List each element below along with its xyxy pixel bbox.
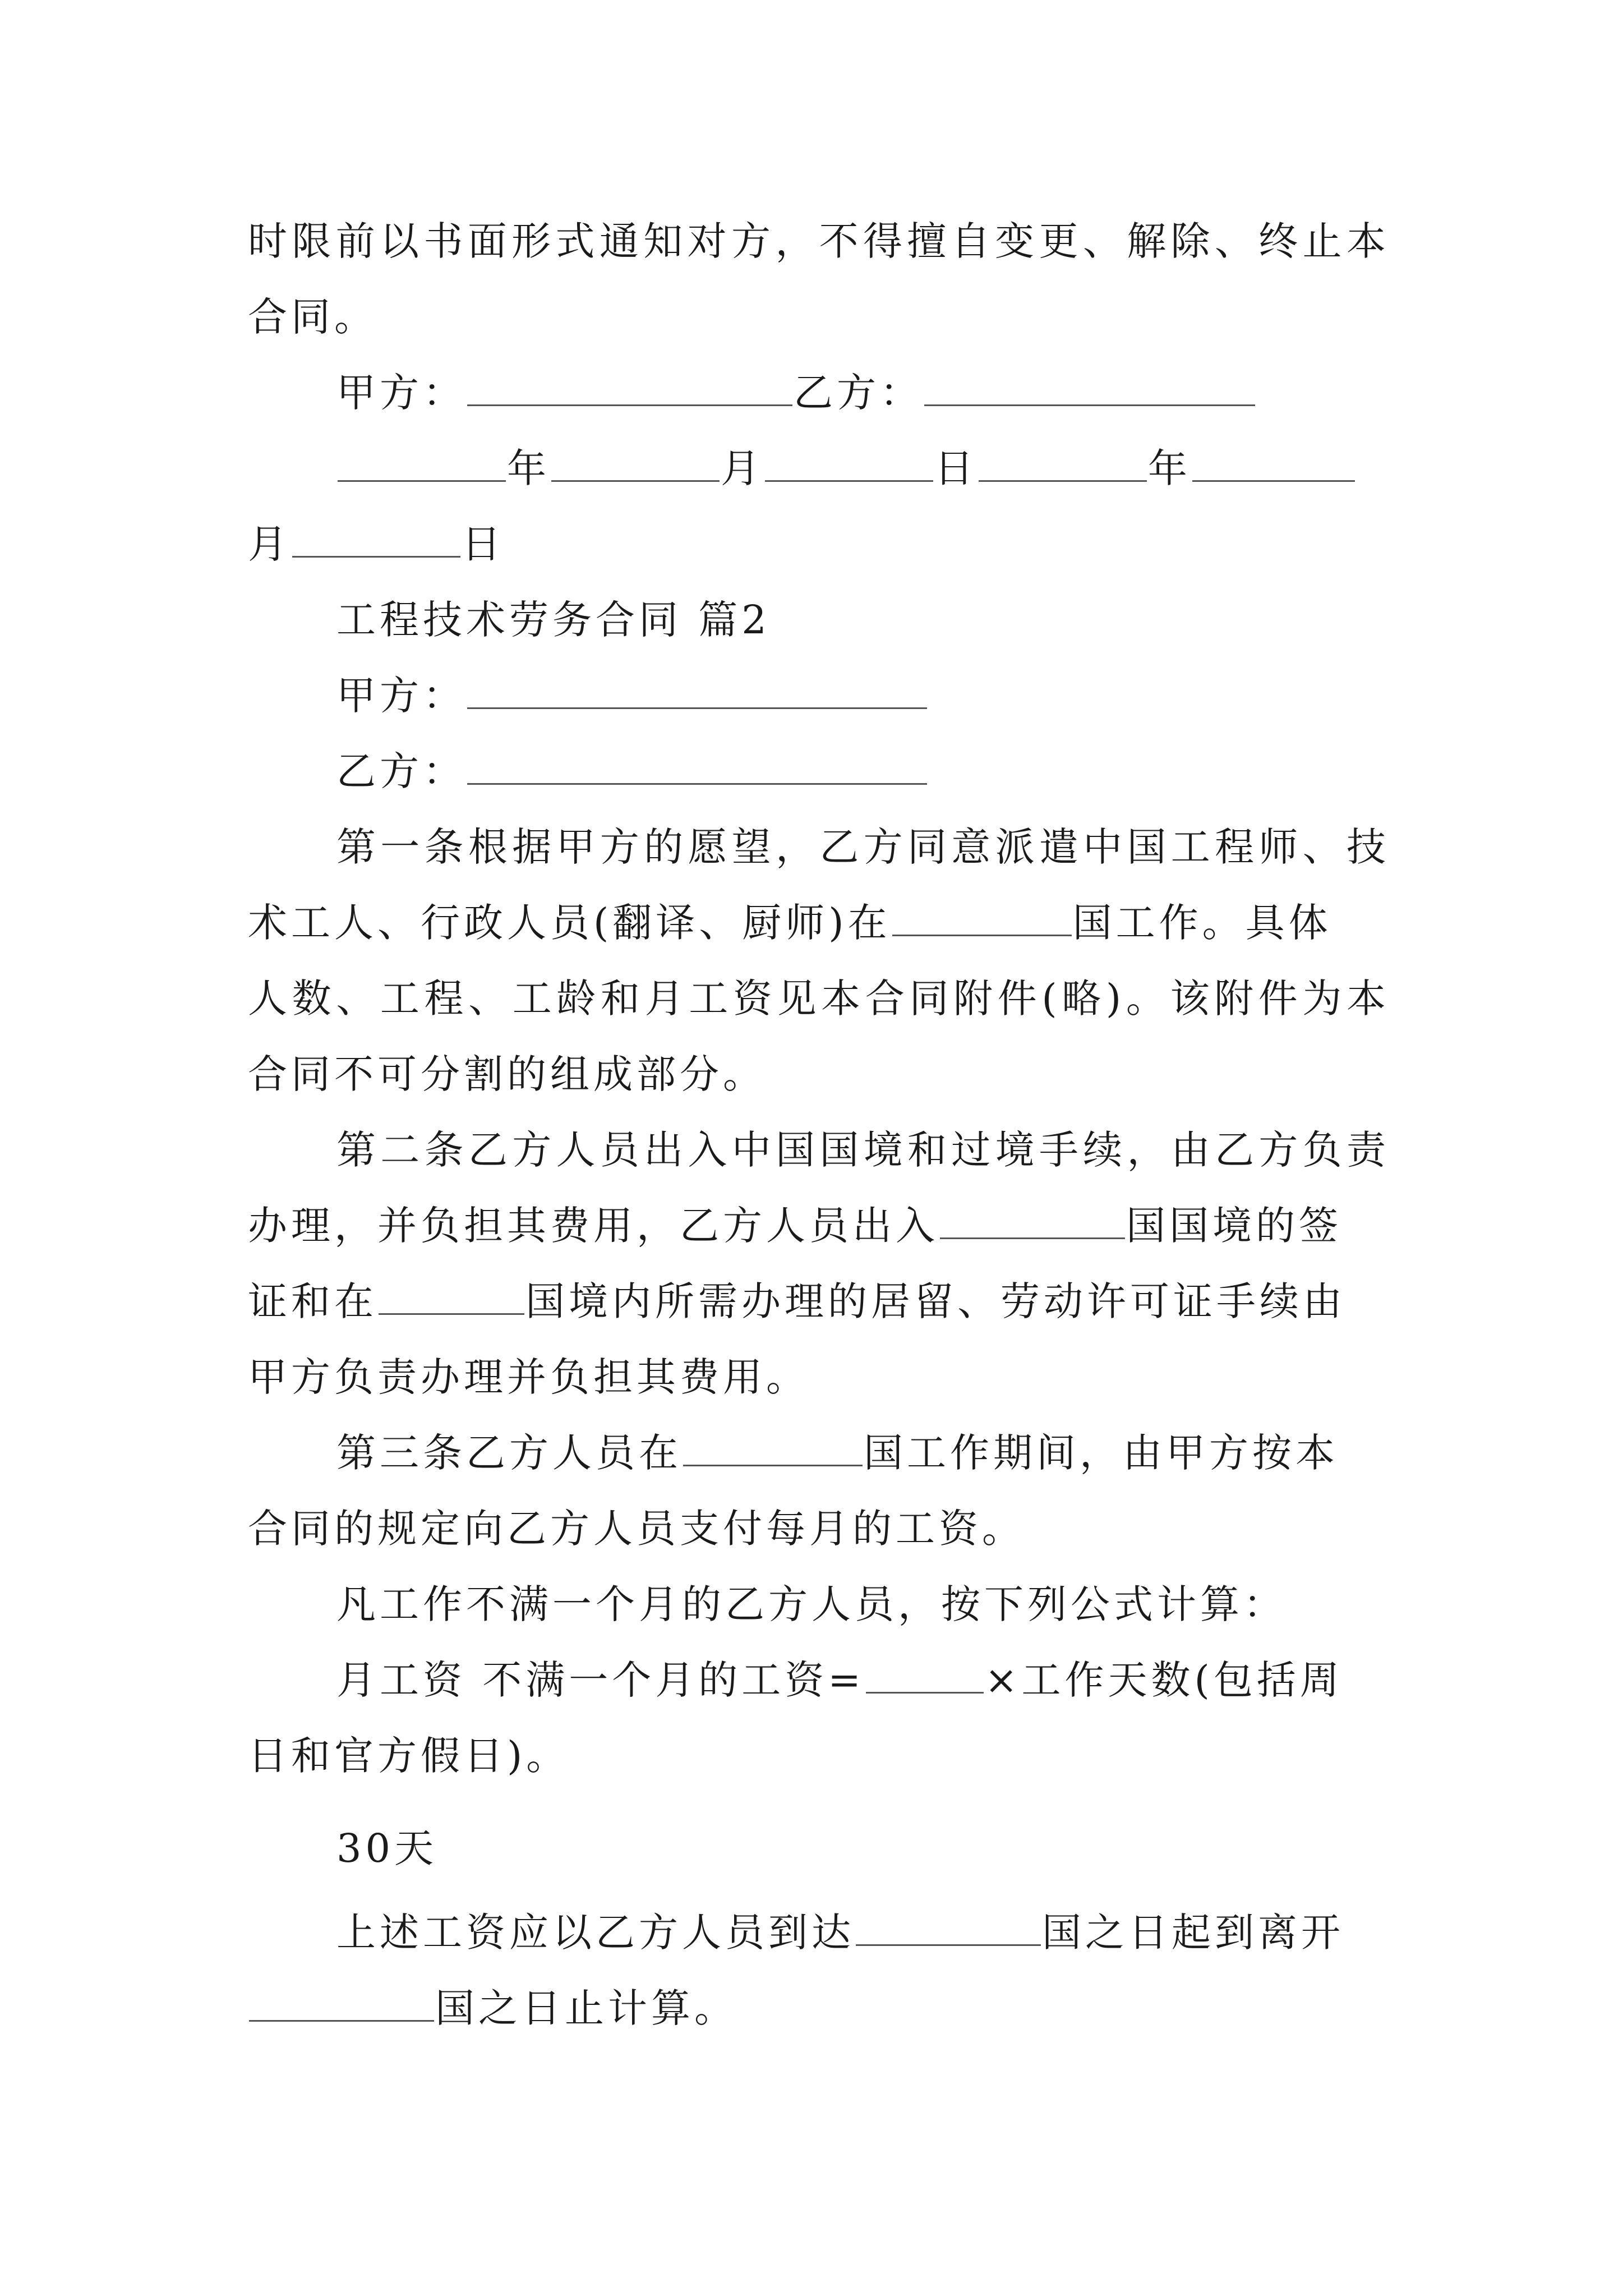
date-line [336,438,1390,499]
text-span: ×工作天数(包括周 [984,1657,1343,1703]
text-span: 办理，并负担其费用，乙方人员出入 [248,1203,939,1249]
section-heading: 工程技术劳务合同 篇2 [336,597,771,643]
text-span: 国之日起到离开 [1042,1910,1344,1955]
text-span: 上述工资应以乙方人员到达 [336,1910,855,1955]
article-1-line: 人数、工程、工龄和月工资见本合同附件(略)。该附件为本 [248,976,1390,1022]
country-blank [940,1205,1125,1239]
calculation-line [336,1902,1390,1963]
date-line [248,513,1390,575]
month-blank [1192,448,1355,482]
party-a-blank [467,675,927,709]
day-label: 日 [934,445,978,491]
party-a-label: 甲方： [336,673,466,719]
day-blank [765,448,933,482]
formula-denominator: 30天 [336,1825,438,1871]
article-3-line [336,1422,1390,1484]
formula-line: 日和官方假日)。 [248,1733,570,1779]
year-blank [979,448,1147,482]
text-span: 国工作期间，由甲方按本 [864,1430,1339,1476]
article-1-line: 合同不可分割的组成部分。 [248,1051,766,1097]
country-blank [683,1432,863,1466]
party-b-line [336,740,1390,802]
day-blank [292,523,460,558]
country-blank [379,1281,524,1315]
month-blank [551,448,720,482]
country-blank [856,1912,1041,1946]
country-blank [249,1987,434,2022]
text-span: 证和在 [248,1278,377,1324]
article-1-line: 第一条根据甲方的愿望，乙方同意派遣中国工程师、技 [336,824,1390,870]
calculation-line [248,1977,1390,2039]
month-label: 月 [248,521,291,567]
text-span: 第三条乙方人员在 [336,1430,682,1476]
text-line: 时限前以书面形式通知对方，不得擅自变更、解除、终止本 [248,218,1390,264]
text-span: 国国境的签 [1126,1203,1342,1249]
party-b-sign-label: 乙方： [794,370,923,416]
text-span: 国之日止计算。 [435,1985,737,2031]
article-2-line: 第二条乙方人员出入中国国境和过境手续，由乙方负责 [336,1127,1390,1173]
wage-blank [866,1659,984,1694]
article-2-line [248,1195,1390,1257]
text-line: 合同。 [248,294,377,340]
formula-line [336,1649,1390,1711]
text-span: 国工作。具体 [1072,900,1332,946]
party-a-sign-blank [467,372,792,406]
year-blank [338,448,506,482]
formula-intro: 凡工作不满一个月的乙方人员，按下列公式计算： [336,1581,1287,1627]
article-1-line [248,892,1390,954]
text-span: 国境内所需办理的居留、劳动许可证手续由 [525,1278,1346,1324]
country-blank [892,902,1072,936]
article-2-line: 甲方负责办理并负担其费用。 [248,1354,809,1400]
text-span: 月工资 不满一个月的工资= [336,1657,865,1703]
party-b-sign-blank [924,372,1255,406]
party-b-label: 乙方： [336,748,466,794]
party-a-sign-label: 甲方： [336,370,466,416]
text-span: 术工人、行政人员(翻译、厨师)在 [248,900,891,946]
article-2-line [248,1271,1390,1332]
article-3-line: 合同的规定向乙方人员支付每月的工资。 [248,1506,1025,1552]
party-a-line [336,665,1390,726]
month-label: 月 [721,445,764,491]
party-b-blank [467,751,927,785]
year-label: 年 [507,445,550,491]
signature-line [336,362,1390,424]
day-label: 日 [462,521,505,567]
year-label: 年 [1148,445,1191,491]
